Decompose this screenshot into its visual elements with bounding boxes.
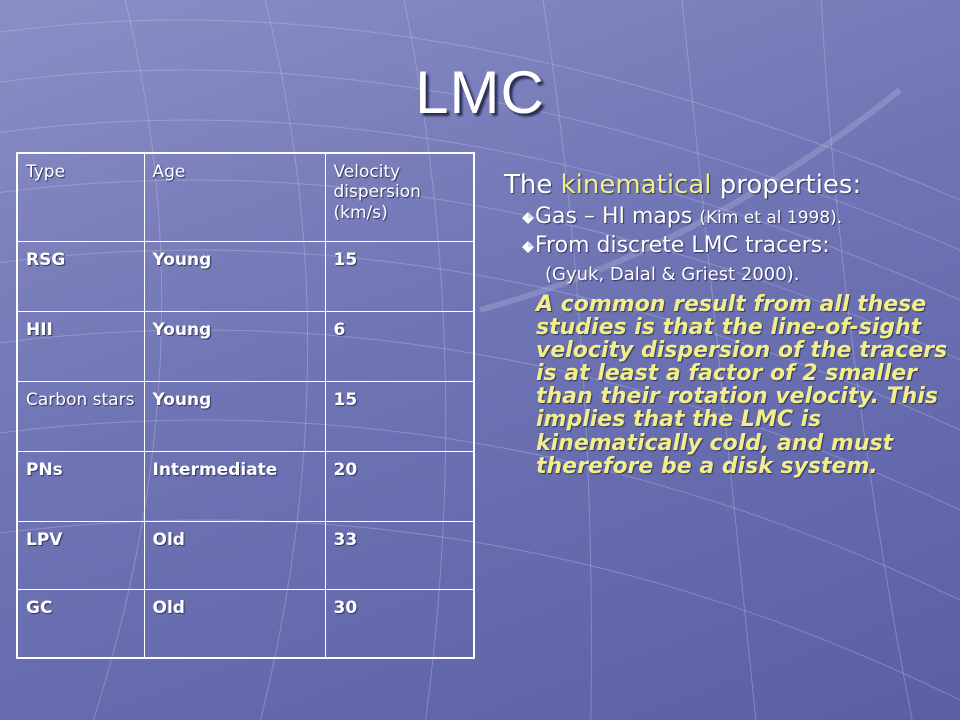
- heading-suffix: properties:: [711, 170, 862, 200]
- kinematics-text-block: [500, 170, 950, 478]
- diamond-bullet-icon: [522, 212, 534, 224]
- heading-highlight: kinematical: [560, 170, 712, 200]
- bullet-discrete-tracers: [500, 233, 950, 258]
- table-cell: PNs: [17, 451, 144, 521]
- table-cell: 30: [325, 589, 474, 658]
- table-cell: RSG: [17, 241, 144, 311]
- slide-title: LMC: [415, 59, 545, 126]
- velocity-dispersion-table: [16, 152, 475, 659]
- table-header-cell: Velocity dispersion (km/s): [325, 153, 474, 241]
- table-row: [17, 589, 474, 658]
- table-row: [17, 311, 474, 381]
- table-cell: 6: [325, 311, 474, 381]
- table-row: [17, 381, 474, 451]
- bullet-text: From discrete LMC tracers:: [535, 233, 830, 258]
- bullet-gas-hi-maps: [500, 204, 950, 229]
- table-row: [17, 451, 474, 521]
- table-row: [17, 241, 474, 311]
- table-header-cell: Type: [17, 153, 144, 241]
- table-cell: Young: [144, 241, 325, 311]
- citation-text: (Gyuk, Dalal & Griest 2000).: [545, 264, 800, 285]
- result-paragraph: A common result from all these studies is that the line-of-sight velocity dispersion of the tracers is at least a factor of 2 smaller than their rotation velocity. This implies that the LMC is kinematically cold, and must therefore be a disk system.: [536, 292, 948, 479]
- table-cell: Young: [144, 311, 325, 381]
- table-cell: Young: [144, 381, 325, 451]
- table-cell: 33: [325, 521, 474, 589]
- bullet-text: Gas – HI maps: [535, 204, 700, 229]
- table-cell: Old: [144, 589, 325, 658]
- table-cell: 20: [325, 451, 474, 521]
- table-cell: 15: [325, 241, 474, 311]
- table-cell: Old: [144, 521, 325, 589]
- table-cell: 15: [325, 381, 474, 451]
- table-cell: HII: [17, 311, 144, 381]
- diamond-bullet-icon: [522, 241, 534, 253]
- table-cell: LPV: [17, 521, 144, 589]
- table-cell: GC: [17, 589, 144, 658]
- table-cell: Carbon stars: [17, 381, 144, 451]
- heading-prefix: The: [504, 170, 561, 200]
- bullet-citation: (Kim et al 1998).: [699, 208, 843, 228]
- kinematics-heading: [504, 170, 950, 200]
- table-cell: Intermediate: [144, 451, 325, 521]
- table-row: [17, 521, 474, 589]
- table-header-cell: Age: [144, 153, 325, 241]
- table-header-row: [17, 153, 474, 241]
